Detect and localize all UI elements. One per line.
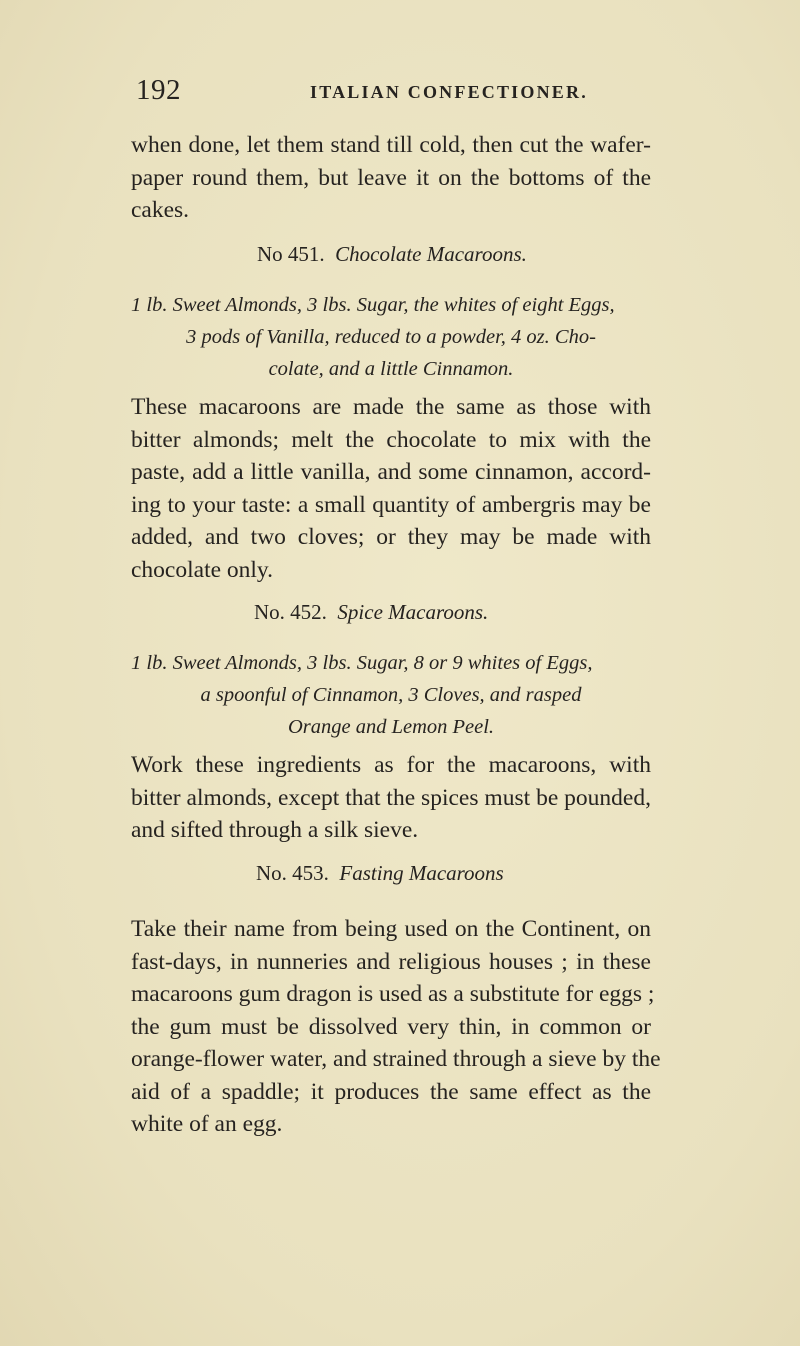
text-line: orange-flower water, and strained through a sieve by the bbox=[131, 1046, 661, 1072]
text-line: fast-days, in nunneries and religious houses ; in these bbox=[131, 948, 651, 975]
text-line: paste, add a little vanilla, and some cinnamon, accord- bbox=[131, 459, 651, 485]
running-head: ITALIAN CONFECTIONER. bbox=[310, 82, 588, 102]
ingredient-line: 1 lb. Sweet Almonds, 3 lbs. Sugar, 8 or 9 whites of Eggs, bbox=[131, 652, 593, 674]
recipe-number: No. 453. bbox=[256, 861, 329, 885]
recipe-number: No. 452. bbox=[254, 600, 327, 624]
text-line: Take their name from being used on the Continent, on bbox=[131, 916, 651, 942]
text-line: bitter almonds; melt the chocolate to mix with the bbox=[131, 426, 651, 453]
text-line: paper round them, but leave it on the bottoms of the bbox=[131, 164, 651, 191]
recipe-heading-452 bbox=[254, 600, 488, 625]
text-line: macaroons gum dragon is used as a substitute for eggs ; bbox=[131, 981, 655, 1007]
text-line: These macaroons are made the same as those with bbox=[131, 394, 651, 420]
text-line: added, and two cloves; or they may be made with bbox=[131, 524, 651, 550]
text-line: chocolate only. bbox=[131, 556, 274, 583]
ingredient-line: 1 lb. Sweet Almonds, 3 lbs. Sugar, the whites of eight Eggs, bbox=[131, 294, 615, 316]
recipe-title: Fasting Macaroons bbox=[339, 861, 504, 885]
recipe-heading-451 bbox=[257, 242, 527, 267]
text-line: ing to your taste: a small quantity of ambergris may be bbox=[131, 491, 651, 518]
page-number: 192 bbox=[136, 74, 181, 106]
text-line: cakes. bbox=[131, 197, 190, 223]
ingredients-452 bbox=[131, 647, 651, 743]
text-line: and sifted through a silk sieve. bbox=[131, 817, 419, 843]
text-line: Work these ingredients as for the macaroons, with bbox=[131, 752, 651, 778]
intro-paragraph bbox=[131, 129, 651, 227]
recipe-heading-453 bbox=[256, 861, 504, 886]
ingredients-451 bbox=[131, 289, 651, 385]
body-453 bbox=[131, 913, 661, 1141]
ingredient-line: Orange and Lemon Peel. bbox=[287, 716, 495, 738]
recipe-title: Spice Macaroons. bbox=[337, 600, 489, 624]
text-line: white of an egg. bbox=[131, 1111, 283, 1137]
body-451 bbox=[131, 391, 651, 586]
ingredient-line: 3 pods of Vanilla, reduced to a powder, 4 oz. Cho- bbox=[186, 326, 596, 348]
page-header bbox=[136, 74, 646, 114]
text-line: aid of a spaddle; it produces the same effect as the bbox=[131, 1078, 651, 1105]
text-line: bitter almonds, except that the spices must be pounded, bbox=[131, 784, 651, 811]
ingredient-line: a spoonful of Cinnamon, 3 Cloves, and rasped bbox=[200, 684, 582, 706]
text-line: the gum must be dissolved very thin, in common or bbox=[131, 1013, 651, 1040]
recipe-number: No 451. bbox=[257, 242, 325, 266]
body-452 bbox=[131, 749, 651, 847]
ingredient-line: colate, and a little Cinnamon. bbox=[268, 358, 514, 380]
recipe-title: Chocolate Macaroons. bbox=[335, 242, 527, 266]
text-line: when done, let them stand till cold, then cut the wafer- bbox=[131, 132, 651, 158]
